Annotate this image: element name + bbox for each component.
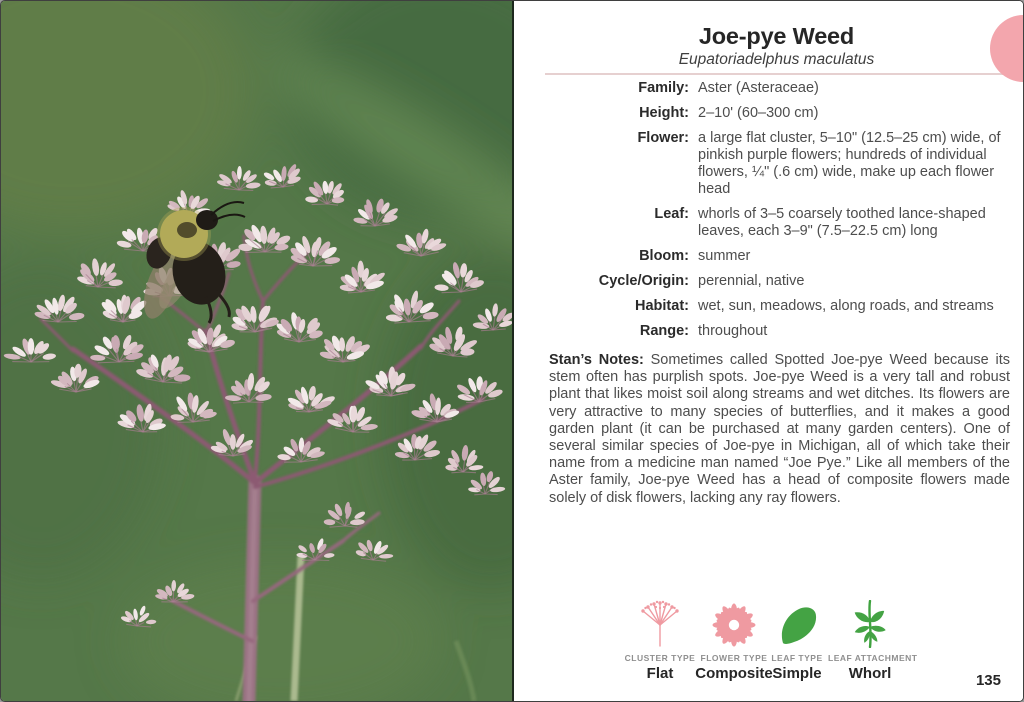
plant-photo (1, 1, 514, 701)
page-title: Joe-pye Weed (698, 23, 855, 49)
composite-flower-icon (711, 602, 757, 648)
whorl-attachment-icon (846, 600, 894, 648)
header-divider (545, 73, 1023, 75)
attribute-leaf-type (755, 598, 839, 682)
attribute-fields (536, 80, 1012, 340)
field-value-leaf: whorls of 3–5 coarsely toothed lance-shaped leaves, each 3–9" (7.5–22.5 cm) long (698, 206, 986, 239)
attribute-category: LEAF TYPE (771, 653, 823, 663)
attribute-category: CLUSTER TYPE (624, 653, 696, 663)
scientific-name: Eupatoriadelphus maculatus (678, 51, 875, 68)
attribute-category: FLOWER TYPE (700, 653, 768, 663)
field-value-habitat: wet, sun, meadows, along roads, and streams (698, 298, 994, 314)
attribute-value: Simple (772, 665, 822, 682)
field-label-height: Height: (639, 105, 689, 121)
simple-leaf-icon (774, 602, 820, 648)
field-label-bloom: Bloom: (639, 248, 689, 264)
text-page (514, 1, 1023, 701)
field-label-flower: Flower: (637, 130, 689, 146)
field-label-leaf: Leaf: (654, 206, 689, 222)
field-value-cycle-origin: perennial, native (698, 273, 805, 289)
field-label-habitat: Habitat: (635, 298, 689, 314)
field-value-flower: a large flat cluster, 5–10" (12.5–25 cm) wide, of pinkish purple flowers; hundreds of individual flowers, ¼" (.6 cm) wide, make up each flower head (698, 130, 1001, 197)
field-value-family: Aster (Asteraceae) (698, 80, 819, 96)
stans-notes-text: Sometimes called Spotted Joe-pye Weed because its stem often has purplish spots. Joe-pye Weed is a very tall and robust plant that likes moist soil along streams and wet ditches. Its flowers are very attractive to many species of butterflies, and it makes a good garden plant (it can be purchased at many garden centers). One of several similar species of Joe-pye in Michigan, all of which take their name from a medicine man named “Joe Pye.” Like all members of the Aster family, Joe-pye Weed has a head of composite flowers made solely of disk flowers, lacking any ray flowers. (549, 352, 1010, 506)
stans-notes (549, 352, 1010, 507)
flat-cluster-icon (637, 600, 683, 648)
page-number: 135 (975, 672, 1001, 689)
field-label-range: Range: (639, 323, 689, 339)
field-label-family: Family: (638, 80, 689, 96)
attribute-leaf-attachment (828, 598, 918, 682)
joe-pye-weed-photo-illustration (1, 1, 512, 701)
field-value-height: 2–10' (60–300 cm) (698, 105, 819, 121)
attribute-value: Composite (695, 665, 773, 682)
attribute-category: LEAF ATTACHMENT (828, 653, 918, 663)
attribute-value: Flat (646, 665, 674, 682)
field-value-range: throughout (698, 323, 768, 339)
attribute-value: Whorl (848, 665, 892, 682)
field-label-cycle-origin: Cycle/Origin: (598, 273, 689, 289)
attribute-cluster-type (618, 598, 702, 682)
stans-notes-label: Stan’s Notes: (549, 352, 644, 368)
field-value-bloom: summer (698, 248, 751, 264)
